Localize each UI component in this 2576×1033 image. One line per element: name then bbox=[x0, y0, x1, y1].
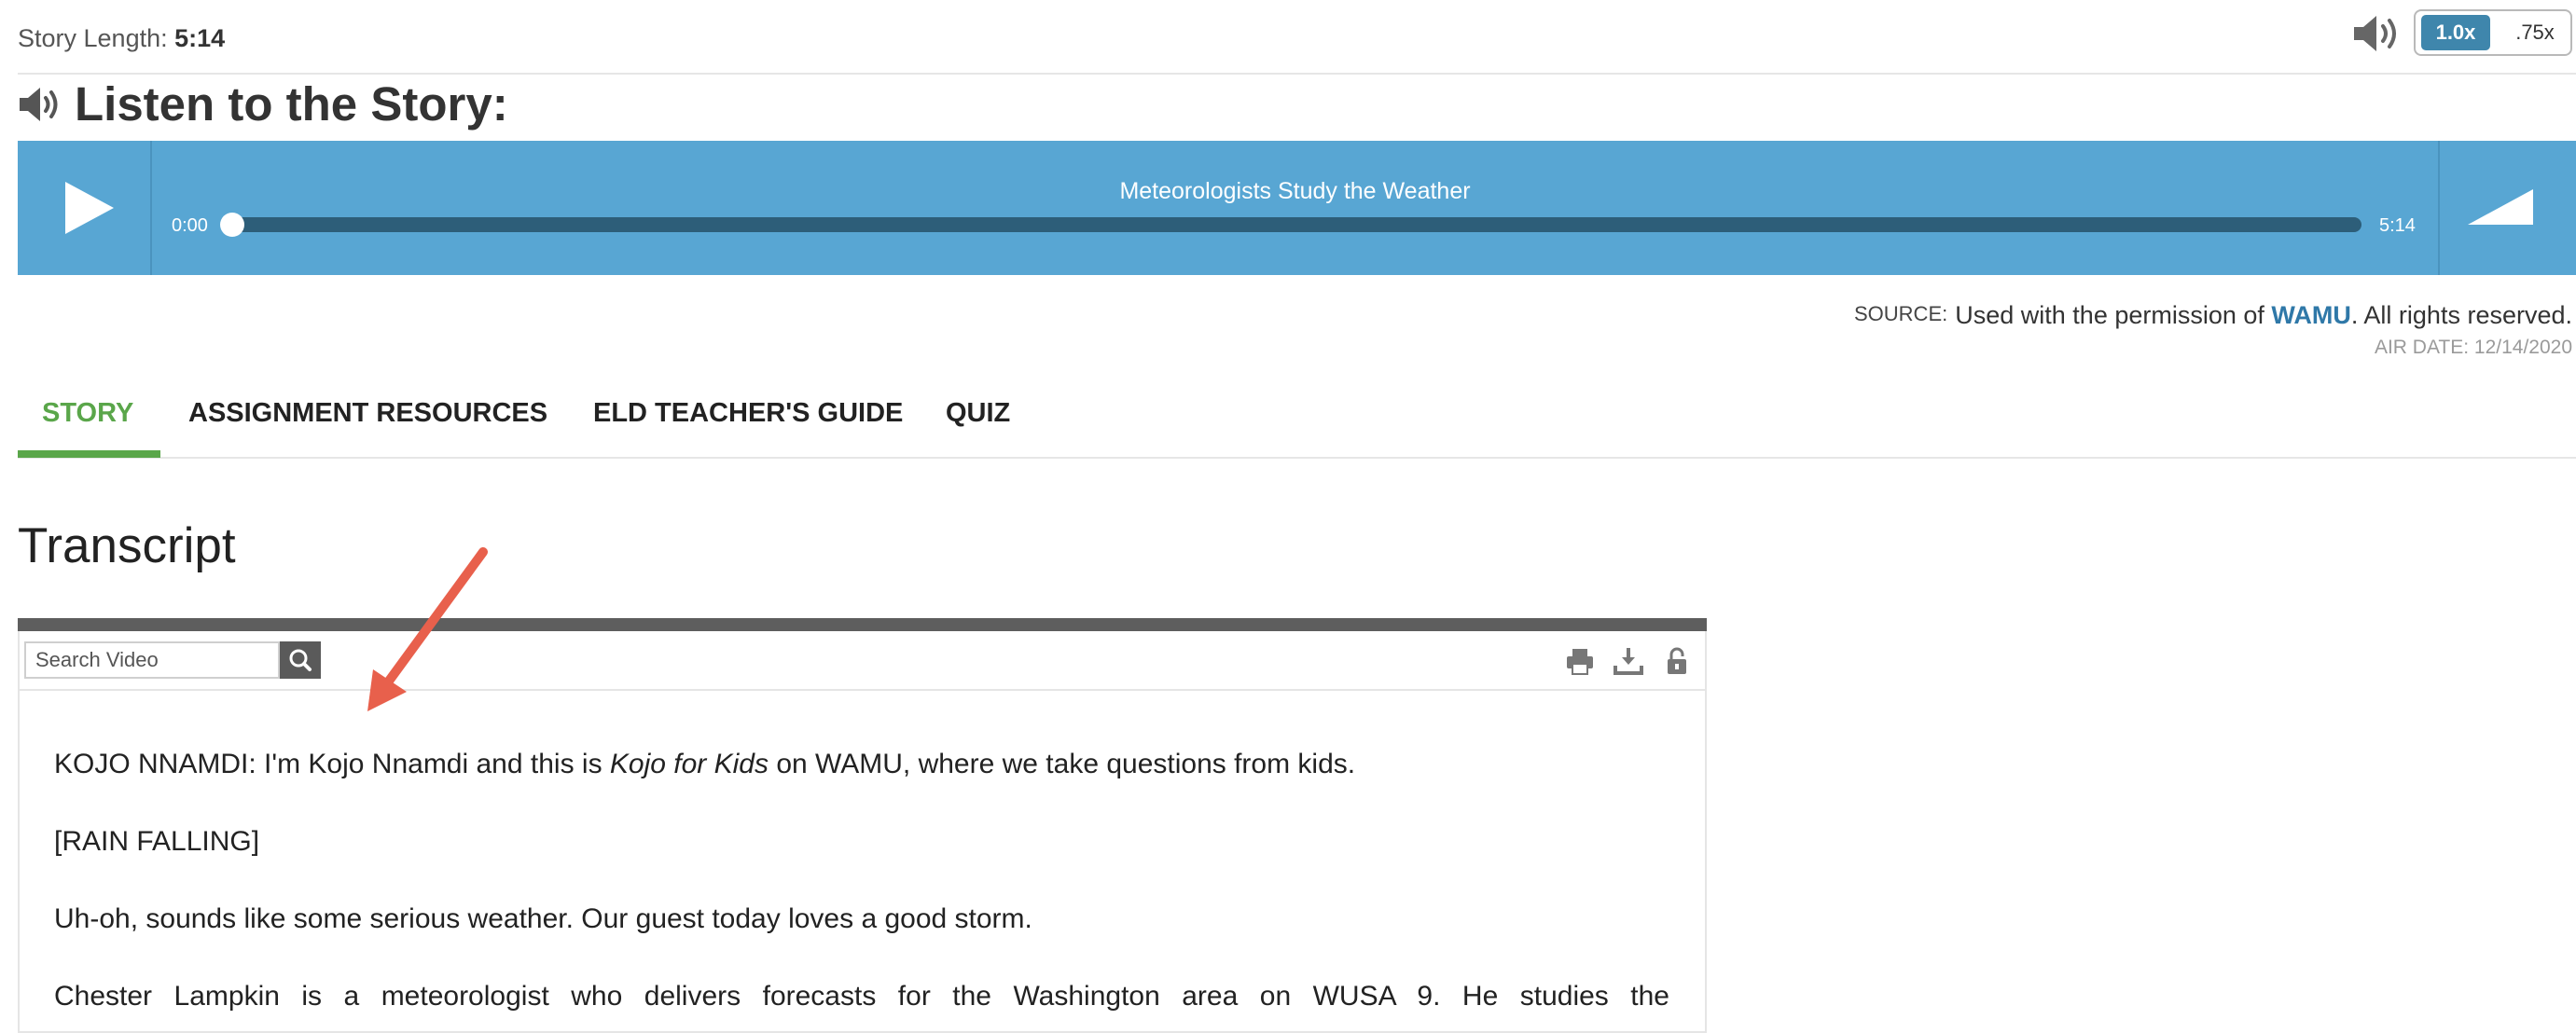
source-line bbox=[1854, 301, 2572, 330]
progress-bar[interactable] bbox=[224, 217, 2361, 232]
current-time: 0:00 bbox=[172, 215, 208, 236]
transcript-paragraph bbox=[54, 746, 1669, 783]
story-length-label: Story Length: bbox=[18, 24, 168, 52]
annotation-arrow bbox=[354, 541, 504, 718]
source-label: SOURCE: bbox=[1854, 302, 1948, 325]
print-icon[interactable] bbox=[1564, 645, 1596, 677]
source-text: Used with the permission of bbox=[1955, 301, 2264, 329]
transcript-heading: Transcript bbox=[18, 518, 236, 573]
tab-eld-teachers-guide[interactable]: ELD TEACHER'S GUIDE bbox=[593, 398, 904, 428]
tab-story[interactable]: STORY bbox=[42, 398, 134, 428]
volume-level-icon[interactable] bbox=[2466, 187, 2535, 228]
tabs-divider bbox=[18, 457, 2576, 459]
paragraph-text: on WAMU, where we take questions from kids. bbox=[769, 749, 1356, 779]
paragraph-text: KOJO NNAMDI: I'm Kojo Nnamdi and this is bbox=[54, 749, 610, 779]
story-length-value: 5:14 bbox=[174, 24, 226, 52]
transcript-topbar bbox=[18, 618, 1707, 631]
source-rights: . All rights reserved. bbox=[2350, 301, 2572, 329]
total-time: 5:14 bbox=[2379, 215, 2416, 236]
track-title: Meteorologists Study the Weather bbox=[1119, 178, 1471, 204]
speed-075x-button[interactable]: .75x bbox=[2515, 21, 2555, 44]
speaker-icon bbox=[18, 84, 64, 125]
transcript-paragraph: [RAIN FALLING] bbox=[54, 826, 260, 857]
air-date: AIR DATE: 12/14/2020 bbox=[2374, 337, 2572, 358]
unlock-icon[interactable] bbox=[1661, 645, 1693, 677]
search-input[interactable] bbox=[24, 641, 280, 679]
tab-quiz[interactable]: QUIZ bbox=[946, 398, 1011, 428]
active-tab-indicator bbox=[18, 450, 160, 458]
top-divider bbox=[18, 73, 2576, 75]
listen-title: Listen to the Story: bbox=[75, 77, 508, 131]
tab-assignment-resources[interactable]: ASSIGNMENT RESOURCES bbox=[188, 398, 548, 428]
play-icon[interactable] bbox=[63, 180, 116, 236]
speed-1x-button[interactable]: 1.0x bbox=[2421, 15, 2490, 50]
transcript-paragraph: Uh-oh, sounds like some serious weather. Our guest today loves a good storm. bbox=[54, 903, 1032, 934]
download-icon[interactable] bbox=[1613, 645, 1644, 677]
toolbar-divider bbox=[18, 689, 1707, 691]
source-link[interactable]: WAMU bbox=[2271, 301, 2351, 329]
search-icon[interactable] bbox=[280, 641, 321, 679]
search-button[interactable] bbox=[280, 641, 321, 679]
story-length bbox=[18, 24, 225, 53]
volume-icon[interactable] bbox=[2352, 13, 2404, 54]
show-title: Kojo for Kids bbox=[609, 749, 769, 779]
progress-handle[interactable] bbox=[220, 213, 244, 237]
transcript-paragraph: Chester Lampkin is a meteorologist who delivers forecasts for the Washington area on WUSA 9. He studies the bbox=[54, 981, 1669, 1012]
audio-player bbox=[18, 141, 2576, 275]
